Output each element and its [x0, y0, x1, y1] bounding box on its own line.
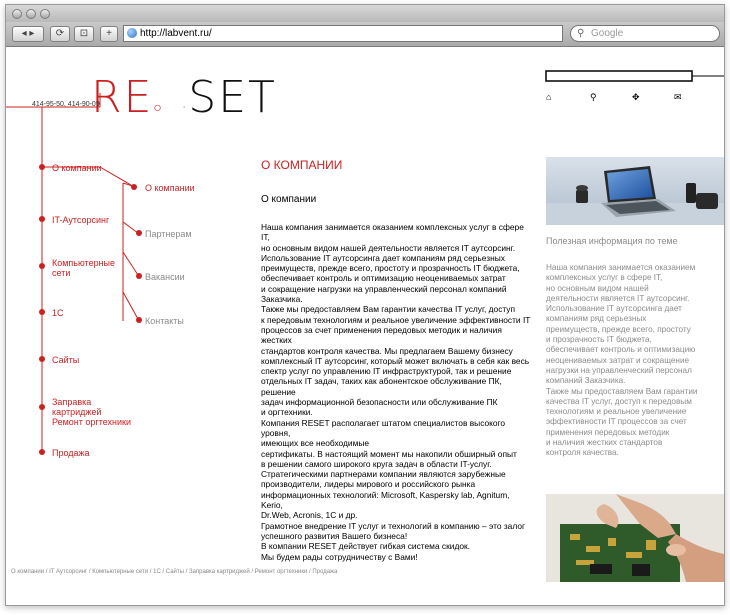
magnifier-icon: ⚲	[577, 28, 585, 39]
add-bookmark-button[interactable]	[100, 26, 118, 42]
nav-dot	[39, 356, 45, 362]
nav-item-cartridges[interactable]: Заправка картриджей Ремонт оргтехники	[52, 397, 131, 427]
page-heading: О компании	[261, 194, 317, 205]
reload-icon: ⟳	[55, 28, 65, 39]
url-text: http://labvent.ru/	[140, 28, 212, 39]
subnav-dot	[131, 184, 137, 190]
mail-icon[interactable]: ✉	[674, 92, 682, 102]
nav-dot	[39, 309, 45, 315]
search-icon[interactable]: ⚲	[590, 92, 597, 102]
home-icon[interactable]: ⌂	[546, 92, 552, 102]
site-logo[interactable]: RE○ ·SET	[91, 72, 277, 123]
nav-dot	[39, 263, 45, 269]
reload-button[interactable]	[50, 26, 70, 42]
title-bar	[6, 5, 724, 22]
snapback-button[interactable]	[74, 26, 94, 42]
section-title: О КОМПАНИИ	[261, 158, 343, 172]
nav-dot	[39, 404, 45, 410]
logo-set: SET	[188, 72, 277, 123]
back-forward-buttons[interactable]	[12, 26, 44, 42]
nav-item-networks[interactable]: Компьютерные сети	[52, 258, 116, 278]
nav-item-sales[interactable]: Продажа	[52, 448, 90, 458]
nav-dot	[39, 449, 45, 455]
logo-re: RE	[91, 72, 154, 123]
top-right-search-box[interactable]	[544, 69, 724, 89]
subnav-item-contacts[interactable]: Контакты	[145, 316, 184, 326]
nav-item-sites[interactable]: Сайты	[52, 355, 80, 365]
subnav-item-vacancies[interactable]: Вакансии	[145, 272, 185, 282]
address-bar[interactable]	[123, 25, 563, 42]
nav-dot	[39, 216, 45, 222]
subnav-dot	[136, 230, 142, 236]
sidebar-body-text: Наша компания занимается оказанием комплексных услуг в сфере IT, но основным видом нашей деятельности является IT аутсорсинг. Использование IT аутсорсинга дает компаниям ряд серьезных преимуществ, прежде всего, простоту и прозрачность IT бюджета, обеспечивает контроль и оптимизацию неоцениваемых затрат и сокращение нагрузки на управленческий персонал компаний Заказчика. Также мы предоставляем Вам гарантии качества IT услуг, доступ к передовым технологиям и реальное увеличение эффективности IT процессов за счет применения передовых методик и наличия жестких стандартов контроля качества.	[546, 263, 698, 458]
nav-dot	[39, 164, 45, 170]
nav-item-1c[interactable]: 1С	[52, 308, 64, 318]
close-window-button[interactable]	[12, 9, 22, 19]
footer-breadcrumbs[interactable]: О компании / IT Аутсорсинг / Компьютерные сети / 1С / Сайты / Заправка картриджей / Ремонт оргтехники / Продажа	[11, 569, 338, 575]
subnav-item-partners[interactable]: Партнерам	[145, 229, 192, 239]
back-icon[interactable]: ◂	[21, 28, 27, 39]
browser-window	[5, 4, 725, 606]
sitemap-icon[interactable]: ✥	[632, 92, 640, 102]
subnav-dot	[136, 317, 142, 323]
laptop-photo	[546, 157, 724, 225]
browser-toolbar	[6, 22, 724, 47]
globe-icon	[127, 28, 137, 38]
search-placeholder: Google	[591, 28, 624, 39]
search-field[interactable]	[570, 25, 720, 42]
web-page	[6, 47, 724, 605]
plus-icon: +	[106, 28, 112, 39]
nav-item-it-outsourcing[interactable]: IT-Аутсорсинг	[52, 215, 110, 225]
nav-item-about[interactable]: О компании	[52, 163, 102, 173]
main-body-text: Наша компания занимается оказанием комплексных услуг в сфере IT, но основным видом нашей деятельности является IT аутсорсинг. Использование IT аутсорсинга дает компаниям ряд серьезных преимуществ, прежде всего, простоту и прозрачность IT бюджета, обеспечивает контроль и оптимизацию неоцениваемых затрат и сокращение нагрузки на управленческий персонал компаний Заказчика. Также мы предоставляем Вам гарантии качества IT услуг, доступ к передовым технологиям и реальное увеличение эффективности IT процессов за счет применения передовых методик и наличия жестких стандартов контроля качества. Мы предлагаем Вашему бизнесу комплексный IT аутсорсинг, который может включать в себя как весь спектр услуг по управлению IT инфраструктурой, так и решение отдельных IT задач, таких как абонентское обслуживание ПК, решение задач информационной безопасности или обслуживание ПК и оргтехники. Компания RESET располагает штатом специалистов высокого уровня, имеющих все необходимые сертификаты. В настоящий момент мы накопили обширный опыт в решении самого широкого круга задач в области IT-услуг. Стратегическими партнерами компании являются зарубежные производители, лидеры мирового и российского рынка информационных технологий: Microsoft, Kaspersky lab, Agnitum, Kerio, Dr.Web, Acronis, 1C и др. Грамотное внедрение IT услуг и технологий в компанию – это залог успешного развития Вашего бизнеса! В компании RESET действует гибкая система скидок. Мы будем рады сотрудничеству с Вами!	[261, 222, 531, 562]
circuit-board-photo	[546, 494, 724, 582]
snapback-icon: ⊡	[79, 28, 89, 39]
sidebar-title: Полезная информация по теме	[546, 236, 678, 246]
subnav-item-about[interactable]: О компании	[145, 183, 195, 193]
phone-numbers: 414-95-50, 414-90-09	[32, 101, 100, 108]
zoom-window-button[interactable]	[40, 9, 50, 19]
minimize-window-button[interactable]	[26, 9, 36, 19]
forward-icon[interactable]: ▸	[29, 28, 35, 39]
subnav-dot	[136, 273, 142, 279]
